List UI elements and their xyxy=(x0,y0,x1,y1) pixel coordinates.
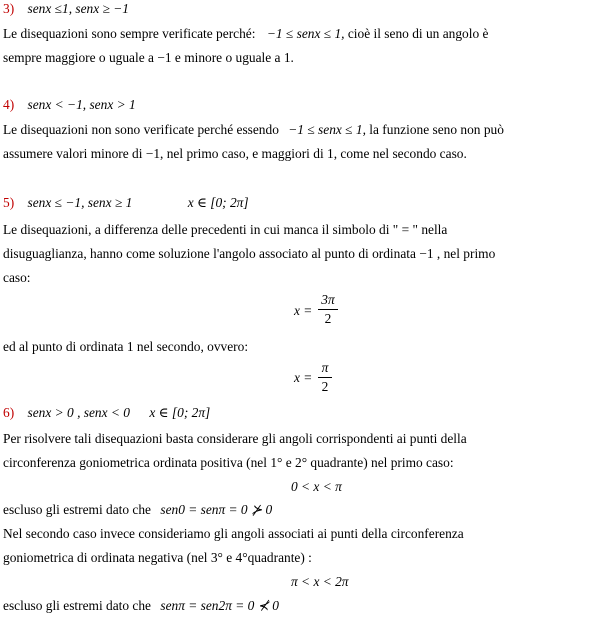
paragraph-line: ed al punto di ordinata 1 nel secondo, ovvero: xyxy=(3,339,249,354)
text: escluso gli estremi dato che xyxy=(3,502,151,517)
fraction-denominator: 2 xyxy=(321,379,329,394)
math-inline: −1 ≤ senx ≤ 1, xyxy=(288,122,366,137)
section-number: 4) xyxy=(3,97,15,112)
paragraph-line: Nel secondo caso invece consideriamo gli angoli associati ai punti della circonferenza xyxy=(3,526,464,541)
text: Le disequazioni sono sempre verificate perché: xyxy=(3,26,256,41)
text: Le disequazioni non sono verificate perché essendo xyxy=(3,122,279,137)
inequality-pair: senx < −1, senx > 1 xyxy=(27,97,136,112)
section-5-heading xyxy=(3,195,249,211)
fraction xyxy=(318,360,332,395)
fraction-numerator: 3π xyxy=(321,292,335,307)
text: la funzione seno non può xyxy=(369,122,504,137)
section-6-heading xyxy=(3,405,210,421)
paragraph-line xyxy=(3,26,488,42)
inequality-pair: senx > 0 , senx < 0 xyxy=(27,405,130,420)
paragraph-line: goniometrica di ordinata negativa (nel 3° e 4°quadrante) : xyxy=(3,550,312,565)
math-inline: −1 ≤ senx ≤ 1, xyxy=(266,26,345,41)
equation-lhs: x = xyxy=(294,303,313,318)
section-number: 6) xyxy=(3,405,15,420)
paragraph-line xyxy=(3,598,279,614)
centered-inequality: π < x < 2π xyxy=(291,574,349,589)
paragraph-line: sempre maggiore o uguale a −1 e minore o uguale a 1. xyxy=(3,50,294,65)
domain-interval: x ∈ [0; 2π] xyxy=(149,405,211,420)
paragraph-line: Le disequazioni, a differenza delle precedenti in cui manca il simbolo di " = " nella xyxy=(3,222,448,237)
paragraph-line: circonferenza goniometrica ordinata positiva (nel 1° e 2° quadrante) nel primo caso: xyxy=(3,455,454,470)
paragraph-line: disuguaglianza, hanno come soluzione l'angolo associato al punto di ordinata −1 , nel primo xyxy=(3,246,496,261)
fraction-denominator: 2 xyxy=(324,311,332,326)
inequality-pair: senx ≤1, senx ≥ −1 xyxy=(27,1,129,16)
inequality-pair: senx ≤ −1, senx ≥ 1 xyxy=(27,195,133,210)
paragraph-line: caso: xyxy=(3,270,31,285)
section-number: 3) xyxy=(3,1,15,16)
fraction-numerator: π xyxy=(321,360,329,375)
math-inline: senπ = sen2π = 0 ⊀ 0 xyxy=(160,598,279,613)
centered-inequality: 0 < x < π xyxy=(291,479,342,494)
fraction-bar xyxy=(318,309,338,310)
section-number: 5) xyxy=(3,195,15,210)
paragraph-line xyxy=(3,502,272,518)
fraction-bar xyxy=(318,377,332,378)
domain-interval: x ∈ [0; 2π] xyxy=(187,195,249,210)
paragraph-line: Per risolvere tali disequazioni basta considerare gli angoli corrispondenti ai punti della xyxy=(3,431,467,446)
fraction xyxy=(318,292,338,327)
section-4-heading xyxy=(3,97,136,113)
math-inline: sen0 = senπ = 0 ⊁ 0 xyxy=(160,502,273,517)
text: cioè il seno di un angolo è xyxy=(347,26,489,41)
text: escluso gli estremi dato che xyxy=(3,598,151,613)
equation-lhs: x = xyxy=(294,370,313,385)
section-3-heading xyxy=(3,1,129,17)
paragraph-line xyxy=(3,122,504,138)
paragraph-line: assumere valori minore di −1, nel primo caso, e maggiori di 1, come nel secondo caso. xyxy=(3,146,467,161)
